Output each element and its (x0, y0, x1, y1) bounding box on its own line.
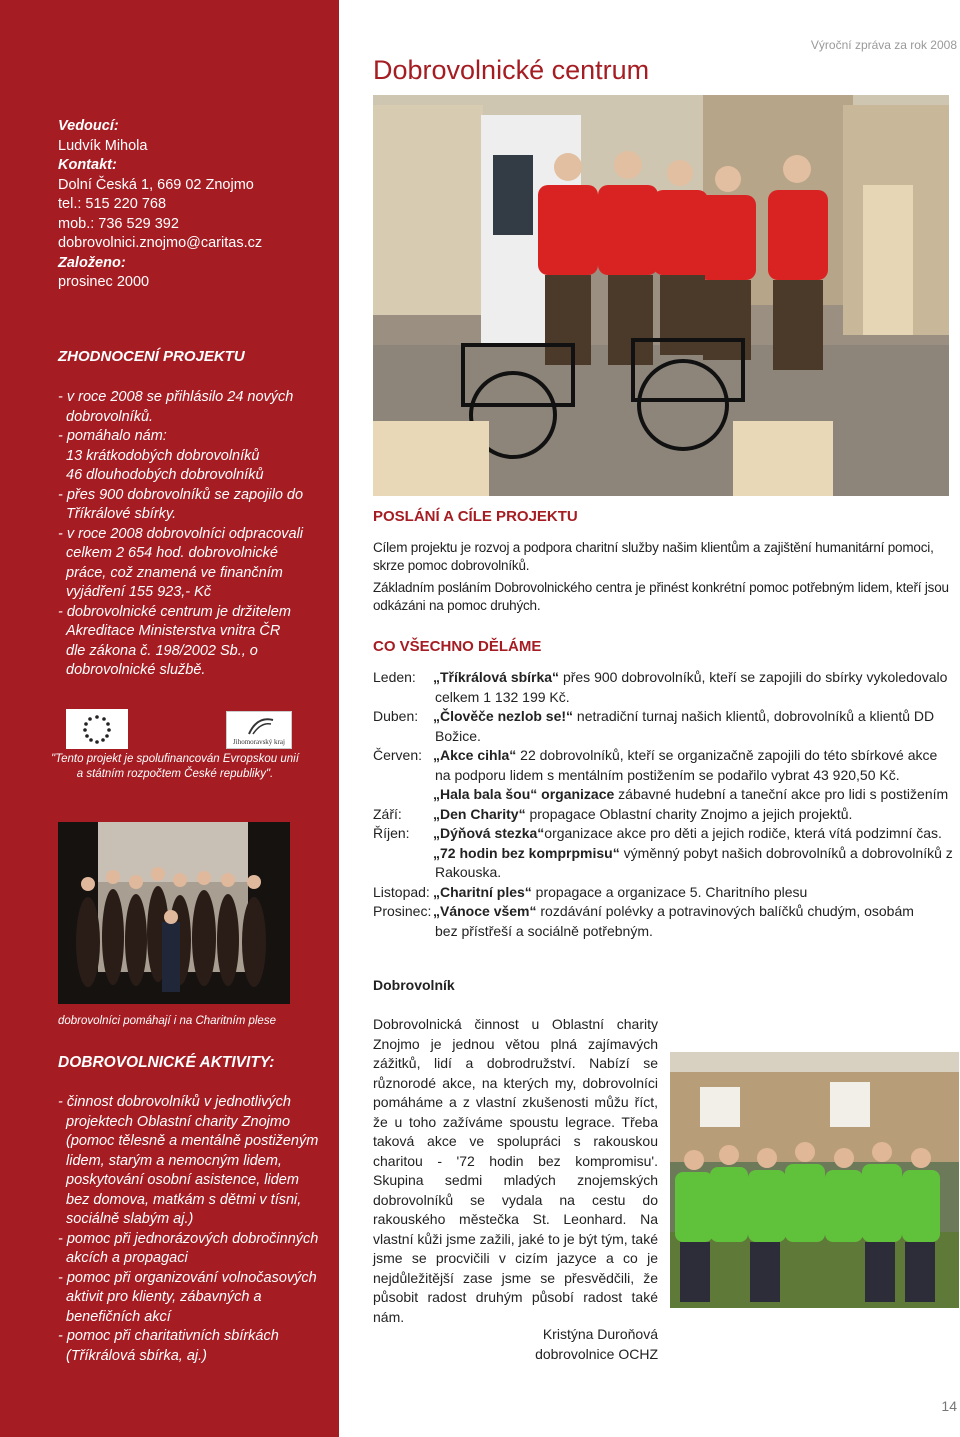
list-line: projektech Oblastní charity Znojmo (66, 1113, 291, 1130)
event-text: organizace akce pro děti a jejich rodiče, která vítá podzimní čas. (544, 825, 942, 841)
event-month (373, 844, 433, 864)
list-line: (Tříkrálová sbírka, aj.) (66, 1347, 207, 1364)
event-desc (433, 707, 958, 727)
event-text: výměnný pobyt našich dobrovolníků a dobrovolníků z (619, 844, 953, 861)
page-title: Dobrovolnické centrum (373, 55, 650, 85)
email-link[interactable]: dobrovolnici.znojmo@caritas.cz (58, 235, 263, 251)
event-continuation: bez přístřeší a sociálně potřebným. (435, 922, 653, 939)
event-desc (433, 844, 958, 864)
list-line: Tříkrálové sbírky. (66, 506, 177, 522)
event-name: „Tříkrálová sbírka“ (433, 669, 560, 685)
list-line: (pomoc tělesně a mentálně postiženým (66, 1133, 319, 1149)
sign-role: dobrovolnice OCHZ (535, 1345, 658, 1362)
phone: tel.: 515 220 768 (58, 196, 167, 212)
event-row (373, 883, 958, 903)
event-name: „Akce cihla“ (433, 747, 517, 763)
photo-caption: dobrovolníci pomáhají i na Charitním plese (58, 1015, 276, 1027)
list-line: celkem 2 654 hod. dobrovolnické (66, 545, 278, 561)
list-line: sociálně slabým aj.) (66, 1211, 194, 1227)
event-month: Duben: (373, 708, 419, 724)
funding-line-2: a státním rozpočtem České republiky". (76, 768, 274, 780)
evaluation-list (58, 388, 330, 681)
founded-date: prosinec 2000 (58, 274, 150, 290)
event-row (373, 844, 958, 864)
funding-line-1: "Tento projekt je spolufinancován Evropskou unií (51, 753, 299, 765)
group-photo (670, 1052, 959, 1308)
list-line: - v roce 2008 se přihlásilo 24 nových (58, 389, 294, 405)
page-number: 14 (941, 1398, 957, 1414)
event-text: propagace a organizace 5. Charitního plesu (531, 883, 808, 900)
event-row (373, 785, 958, 805)
list-line: bez domova, matkám s dětmi v tísni, (66, 1191, 302, 1208)
event-desc (433, 824, 958, 844)
event-text: propagace Oblastní charity Znojmo a jejich projektů. (525, 805, 853, 822)
event-text: rozdávání polévky a potravinových balíčků chudým, osobám (536, 903, 914, 919)
event-month: Červen: (373, 747, 423, 763)
events-list (373, 668, 958, 941)
event-desc (433, 883, 958, 903)
list-line: - pomoc při organizování volnočasových (58, 1269, 317, 1286)
list-line: - v roce 2008 dobrovolníci odpracovali (58, 525, 304, 542)
evaluation-title: ZHODNOCENÍ PROJEKTU (58, 348, 245, 365)
event-month (373, 785, 433, 805)
list-line: 13 krátkodobých dobrovolníků (66, 447, 260, 464)
list-line: akcích a propagaci (66, 1250, 188, 1266)
event-month: Prosinec: (373, 903, 432, 919)
report-label: Výroční zpráva za rok 2008 (810, 38, 957, 52)
event-row (373, 746, 958, 766)
volunteer-title: Dobrovolník (373, 977, 455, 993)
list-line: - pomoc při jednorázových dobročinných (58, 1230, 319, 1247)
event-text: přes 900 dobrovolníků, kteří se zapojili do sbírky vykoledovalo (559, 669, 948, 685)
funding-note (40, 752, 310, 782)
event-desc (433, 746, 958, 766)
event-continuation: Rakouska. (435, 864, 502, 880)
event-month: Září: (373, 805, 402, 822)
event-name: „Charitní ples“ (433, 883, 532, 900)
list-line: poskytování osobní asistence, lidem (66, 1172, 299, 1188)
event-desc (433, 805, 958, 825)
leader-name: Ludvík Mihola (58, 137, 148, 154)
event-text: netradiční turnaj našich klientů, dobrovolníků a klientů DD (573, 708, 935, 724)
leader-label: Vedoucí: (58, 118, 119, 134)
list-line: - činnost dobrovolníků v jednotlivých (58, 1094, 291, 1110)
mission-p2: Základním posláním Dobrovolnického centra je přinést konkrétní pomoc potřebným lidem, kteří jsou odkázáni na pomoc druhých. (373, 580, 949, 613)
address: Dolní Česká 1, 669 02 Znojmo (58, 176, 254, 193)
event-desc (433, 668, 958, 688)
event-row (373, 902, 958, 922)
event-month: Říjen: (373, 825, 410, 841)
list-line: práce, což znamená ve finančním (66, 564, 283, 581)
funding-logos (66, 709, 292, 751)
event-name: „72 hodin bez komprpmisu“ (433, 844, 620, 861)
list-line: aktivit pro klienty, zábavných a (66, 1289, 262, 1305)
mission-title: POSLÁNÍ A CÍLE PROJEKTU (373, 508, 578, 525)
list-line: 46 dlouhodobých dobrovolníků (66, 467, 264, 483)
activities-list-title: CO VŠECHNO DĚLÁME (373, 638, 542, 655)
list-line: dobrovolníků. (66, 408, 154, 425)
contact-block (58, 117, 262, 293)
event-name: „Člověče nezlob se!“ (433, 708, 574, 724)
volunteer-text: Dobrovolnická činnost u Oblastní charity Znojmo je jednou větou plná zajímavých zážitků, lidí a dobrodružství. Nabízí se různorodé akce, na kterých my, dobrovolníci pomáháme a z vlastní zkušenosti můžu říct, že u toho zažíváme spoustu legrace. Třeba taková akce ve spolupráci s rakouskou charitou - '72 hodin bez kompromisu'. Skupina sedmi mladých znojemských dobrovolníků se vydala na cestu do rakouského městečka St. Leonhard. Na vlastní kůži jsme zažili, jaké to je být tým, také jsme se procvičili v cizím jazyce a co je nejdůležitější zase jsme se přesvědčili, že působit radost druhým působí radost také nám. (373, 1016, 658, 1325)
sidebar (0, 0, 339, 1437)
list-line: - pomáhalo nám: (58, 428, 167, 444)
event-month: Listopad: (373, 883, 430, 900)
signature (373, 1325, 658, 1364)
event-continuation: na podporu lidem s mentálním postižením se podařilo vybrat 43 920,50 Kč. (435, 766, 900, 783)
logo-text: Jihomoravský kraj (233, 738, 285, 746)
list-line: benefičních akcí (66, 1308, 171, 1325)
list-line: vyjádření 155 923,- Kč (66, 584, 212, 600)
contact-label: Kontakt: (58, 157, 117, 173)
founded-label: Založeno: (58, 254, 126, 271)
event-name: „Hala bala šou“ organizace (433, 786, 615, 802)
list-line: - pomoc při charitativních sbírkách (58, 1328, 279, 1344)
street-photo (373, 95, 949, 496)
event-row (373, 707, 958, 727)
event-row (373, 824, 958, 844)
event-continuation: celkem 1 132 199 Kč. (435, 688, 570, 705)
event-text: zábavné hudební a taneční akce pro lidi s postižením (614, 786, 949, 802)
list-line: lidem, starým a nemocným lidem, (66, 1152, 282, 1169)
activities-list (58, 1093, 333, 1366)
event-name: „Den Charity“ (433, 805, 526, 822)
event-desc (433, 785, 958, 805)
jihomoravsky-kraj-logo (226, 711, 292, 749)
list-line: - dobrovolnické centrum je držitelem (58, 603, 291, 620)
sign-name: Kristýna Duroňová (542, 1326, 658, 1342)
mobile: mob.: 736 529 392 (58, 215, 179, 232)
list-line: dle zákona č. 198/2002 Sb., o (66, 642, 258, 659)
list-line: Akreditace Ministerstva vnitra ČR (66, 623, 281, 639)
event-month: Leden: (373, 669, 416, 685)
event-continuation: Božice. (435, 727, 481, 744)
event-row (373, 668, 958, 688)
event-row (373, 805, 958, 825)
activities-title: DOBROVOLNICKÉ AKTIVITY: (58, 1054, 275, 1071)
event-name: „Vánoce všem“ (433, 903, 537, 919)
event-name: „Dýňová stezka“ (433, 825, 545, 841)
ball-photo (58, 822, 290, 1004)
mission-p1: Cílem projektu je rozvoj a podpora charitní služby našim klientům a zajištění humanitární pomoci, skrze pomoc dobrovolníků. (373, 540, 934, 573)
event-desc (433, 902, 958, 922)
list-line: - přes 900 dobrovolníků se zapojilo do (58, 486, 304, 503)
event-text: 22 dobrovolníků, kteří se organizačně zapojili do této sbírkové akce (516, 747, 938, 763)
eu-flag-logo (66, 709, 128, 749)
list-line: dobrovolnické službě. (66, 662, 206, 678)
